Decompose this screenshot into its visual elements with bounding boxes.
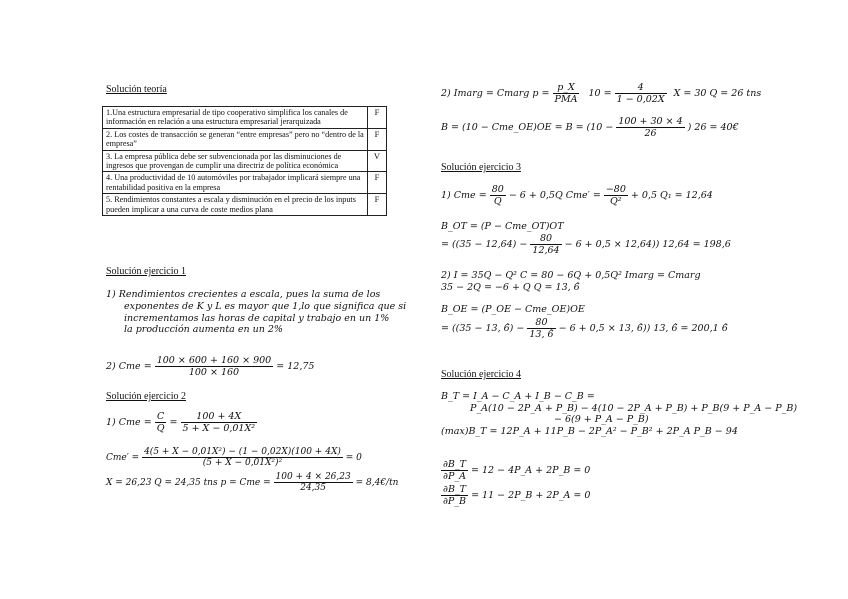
r2-f-den: 26 [644, 128, 657, 139]
question-cell: 1.Una estructura empresarial de tipo cooperativo simplifica los canales de información en relación a una estructura empresarial jerarquizada [103, 107, 368, 129]
e3-l1-c: + 0,5 Q₁ = 12,64 [630, 190, 713, 201]
r2-a: B = (10 − Cme_OE)OE = B = (10 − [441, 122, 614, 133]
e3-l1-g-num: −80 [605, 184, 626, 195]
e2-l3-den: 24,35 [300, 483, 326, 493]
e3-l1-b: − 6 + 0,5Q Cme′ = [508, 190, 601, 201]
e3-line6: B_OE = (P_OE − Cme_OE)OE [441, 304, 585, 315]
e1-line3: incrementamos las horas de capital y trabajo en un 1% [124, 313, 390, 324]
e4-line2: P_A(10 − 2P_A + P_B) − 4(10 − 2P_A + P_B) + P_B(9 + P_A − P_B) [470, 403, 798, 414]
r1-f-den: PMA [554, 94, 578, 105]
e2-l1-frac2 [181, 411, 258, 434]
e2-l1-f2-den: 5 + X − 0,01X² [182, 423, 256, 434]
e2-l1-f1-num: C [155, 411, 167, 423]
answer-cell: F [368, 107, 387, 129]
e3-line3 [441, 233, 731, 256]
e2-l2-frac [142, 447, 343, 468]
e3-l7-frac [527, 317, 555, 340]
r1-frac1 [553, 82, 580, 105]
e2-l3-res: = 8,4€/tn [355, 477, 399, 488]
r2-f-num: 100 + 30 × 4 [618, 116, 683, 127]
e3-line1 [441, 184, 713, 207]
e2-l3-num: 100 + 4 × 26,23 [275, 472, 351, 482]
question-cell: 2. Los costes de transacción se generan “entre empresas” pero no “dentro de la empresa” [103, 128, 368, 150]
e1-cme-den: 100 × 160 [188, 367, 240, 378]
e3-l1-a: 1) Cme = [441, 190, 487, 201]
table-row [103, 107, 387, 129]
r1-b: 10 = [588, 88, 612, 99]
answer-cell: V [368, 150, 387, 172]
e4-d1-den: ∂P_A [443, 471, 466, 482]
e1-cme [106, 355, 314, 378]
e2-l1-eq: = [169, 417, 178, 428]
answer-cell: F [368, 172, 387, 194]
e4-d2-den: ∂P_B [443, 496, 467, 507]
e3-line2: B_OT = (P − Cme_OT)OT [441, 221, 564, 232]
e4-d1-num: ∂B_T [443, 459, 466, 470]
e4-deriv1 [441, 459, 590, 482]
e2-l3-frac [274, 472, 353, 493]
e4-d2-res: = 11 − 2P_B + 2P_A = 0 [471, 490, 591, 501]
r-line2 [441, 116, 739, 139]
e3-l7-f-num: 80 [527, 317, 555, 329]
e1-cme-res: = 12,75 [276, 361, 315, 372]
e2-l1-lhs: 1) Cme = [106, 417, 152, 428]
e3-line5: 35 − 2Q = −6 + Q Q = 13, 6̂ [441, 282, 580, 293]
e1-line4: la producción aumenta en un 2% [124, 324, 283, 335]
e4-d1-frac [441, 459, 468, 482]
e1-cme-num: 100 × 600 + 160 × 900 [156, 355, 272, 366]
ejercicio3-heading: Solución ejercicio 3 [441, 162, 521, 173]
e4-d2-frac [441, 484, 468, 507]
r-line1 [441, 82, 761, 105]
answer-cell: F [368, 128, 387, 150]
e3-l1-f-num: 80 [491, 184, 504, 195]
e4-d1-res: = 12 − 4P_A + 2P_B = 0 [471, 465, 591, 476]
question-cell: 5. Rendimientos constantes a escala y disminución en el precio de los inputs pueden implicar a una curva de coste medios plana [103, 194, 368, 216]
e1-line1: 1) Rendimientos crecientes a escala, pues la suma de los [106, 289, 381, 300]
e2-line1 [106, 411, 257, 434]
e2-l2-lhs: Cme′ = [106, 452, 140, 463]
e3-line4: 2) I = 35Q − Q² C = 80 − 6Q + 0,5Q² Imarg = Cmarg [441, 270, 701, 281]
e2-line2 [106, 447, 362, 468]
e3-l1-f-den: Q [493, 196, 502, 207]
e2-l2-num: 4(5 + X − 0,01X²) − (1 − 0,02X)(100 + 4X) [144, 447, 341, 457]
table-row [103, 172, 387, 194]
e2-l1-f1-den: Q [156, 423, 165, 434]
e3-l3-f-num: 80 [530, 233, 561, 245]
e4-line4: (max)B_T = 12P_A + 11P_B − 2P_A² − P_B² + 2P_A P_B − 94 [441, 426, 738, 437]
e3-l1-g-den: Q² [610, 196, 622, 207]
e2-line3 [106, 472, 398, 493]
e3-line7 [441, 317, 728, 340]
ejercicio2-heading: Solución ejercicio 2 [106, 391, 186, 402]
r1-a: 2) Imarg = Cmarg p = [441, 88, 550, 99]
ejercicio1-heading: Solución ejercicio 1 [106, 266, 186, 277]
r2-frac [616, 116, 684, 139]
teoria-heading: Solución teoría [106, 84, 167, 95]
answer-cell: F [368, 194, 387, 216]
e3-l3-frac [530, 233, 561, 256]
e1-cme-lhs: 2) Cme = [106, 361, 152, 372]
e3-l3-b: − 6 + 0,5 × 12,64)) 12,64 = 198,6 [564, 239, 731, 250]
e4-d2-num: ∂B_T [441, 484, 468, 496]
e3-l7-a: = ((35 − 13, 6̂) − [441, 323, 525, 334]
r1-g-num: 4 [615, 82, 667, 94]
e4-line1: B_T = I_A − C_A + I_B − C_B = [441, 391, 595, 402]
theory-table [102, 106, 387, 216]
table-row [103, 194, 387, 216]
r2-b: ) 26 = 40€ [687, 122, 739, 133]
e3-l3-f-den: 12,64 [532, 245, 560, 256]
e2-l2-res: = 0 [345, 452, 362, 463]
e2-l3-a: X = 26,23 Q = 24,35 tns p = Cme = [106, 477, 271, 488]
e4-line3: − 6(9 + P_A − P_B) [554, 414, 649, 425]
e3-l1-frac2 [604, 184, 628, 207]
e1-line2: exponentes de K y L es mayor que 1,lo que significa que si [124, 301, 407, 312]
r1-c: X = 30 Q = 26 tns [673, 88, 762, 99]
e2-l1-frac1 [155, 411, 167, 434]
e3-l7-f-den: 13, 6̂ [529, 329, 554, 340]
question-cell: 3. La empresa pública debe ser subvencionada por las disminuciones de ingresos que provengan de cumplir una directriz de política económica [103, 150, 368, 172]
r1-frac2 [615, 82, 667, 105]
e1-cme-fraction [155, 355, 274, 378]
table-row [103, 128, 387, 150]
r1-g-den: 1 − 0,02X [616, 94, 665, 105]
e2-l2-den: (5 + X − 0,01X²)² [202, 458, 283, 468]
e4-deriv2 [441, 484, 590, 507]
e3-l7-b: − 6 + 0,5 × 13, 6̂)) 13, 6̂ = 200,1 6̂ [558, 323, 728, 334]
r1-f-num: p_X [553, 82, 580, 94]
e2-l1-f2-num: 100 + 4X [181, 411, 258, 423]
table-row [103, 150, 387, 172]
e3-l3-a: = ((35 − 12,64) − [441, 239, 528, 250]
e3-l1-frac1 [490, 184, 506, 207]
ejercicio4-heading: Solución ejercicio 4 [441, 369, 521, 380]
question-cell: 4. Una productividad de 10 automóviles por trabajador implicará siempre una rentabilidad positiva en la empresa [103, 172, 368, 194]
